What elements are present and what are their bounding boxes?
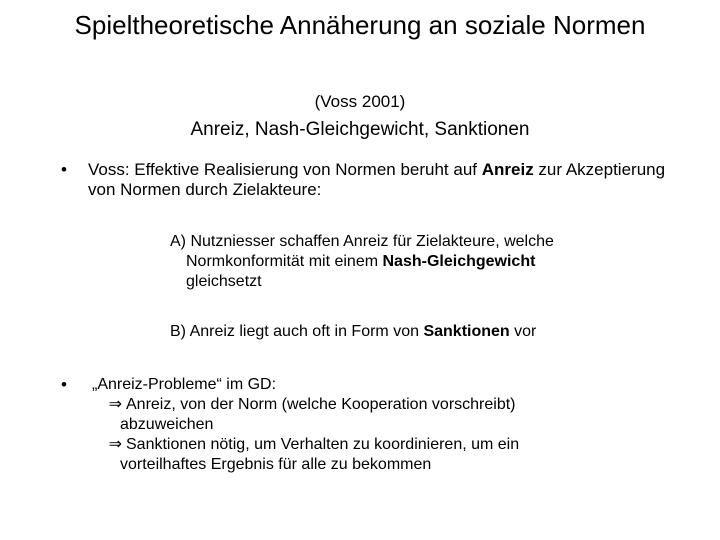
point-a-text: Normkonformität mit einem: [186, 253, 383, 270]
implication-text: vorteilhaftes Ergebnis für alle zu bekommen: [120, 456, 432, 473]
implication-text: Anreiz, von der Norm (welche Kooperation vorschreibt): [126, 396, 516, 413]
point-a-line: A) Nutzniesser schaffen Anreiz für Zielakteure, welche: [170, 233, 554, 250]
bold-term-nash: Nash-Gleichgewicht: [382, 253, 536, 270]
bullet-marker: •: [61, 375, 67, 394]
bold-term-anreiz: Anreiz: [481, 160, 534, 179]
point-a: [170, 232, 640, 292]
slide-title: Spieltheoretische Annäherung an soziale Normen: [74, 10, 646, 40]
slide-subtitle: Anreiz, Nash-Gleichgewicht, Sanktionen: [190, 119, 530, 140]
source-citation: (Voss 2001): [314, 92, 406, 111]
bullet-heading: „Anreiz-Probleme“ im GD:: [92, 376, 277, 393]
point-b-text: B) Anreiz liegt auch oft in Form von: [170, 323, 424, 340]
point-a-continuation: [170, 252, 640, 272]
implies-arrow-icon: ⇒: [108, 436, 122, 453]
point-b: [170, 322, 670, 342]
implication-text: Sanktionen nötig, um Verhalten zu koordinieren, um ein: [126, 436, 520, 453]
implication-item: [92, 435, 632, 475]
bold-term-sanktionen: Sanktionen: [423, 323, 510, 340]
bullet-voss: [88, 160, 688, 200]
point-a-line: gleichsetzt: [186, 273, 262, 290]
implies-arrow-icon: ⇒: [108, 396, 122, 413]
bullet-anreiz-probleme: [92, 375, 632, 475]
bullet-text: zur Akzeptierung von Normen durch Zielakteure:: [88, 160, 666, 199]
implication-item: [92, 395, 632, 435]
point-b-text: vor: [509, 323, 537, 340]
bullet-marker: •: [61, 160, 67, 179]
implication-text: abzuweichen: [120, 416, 214, 433]
bullet-text: Voss: Effektive Realisierung von Normen beruht auf: [88, 160, 482, 179]
